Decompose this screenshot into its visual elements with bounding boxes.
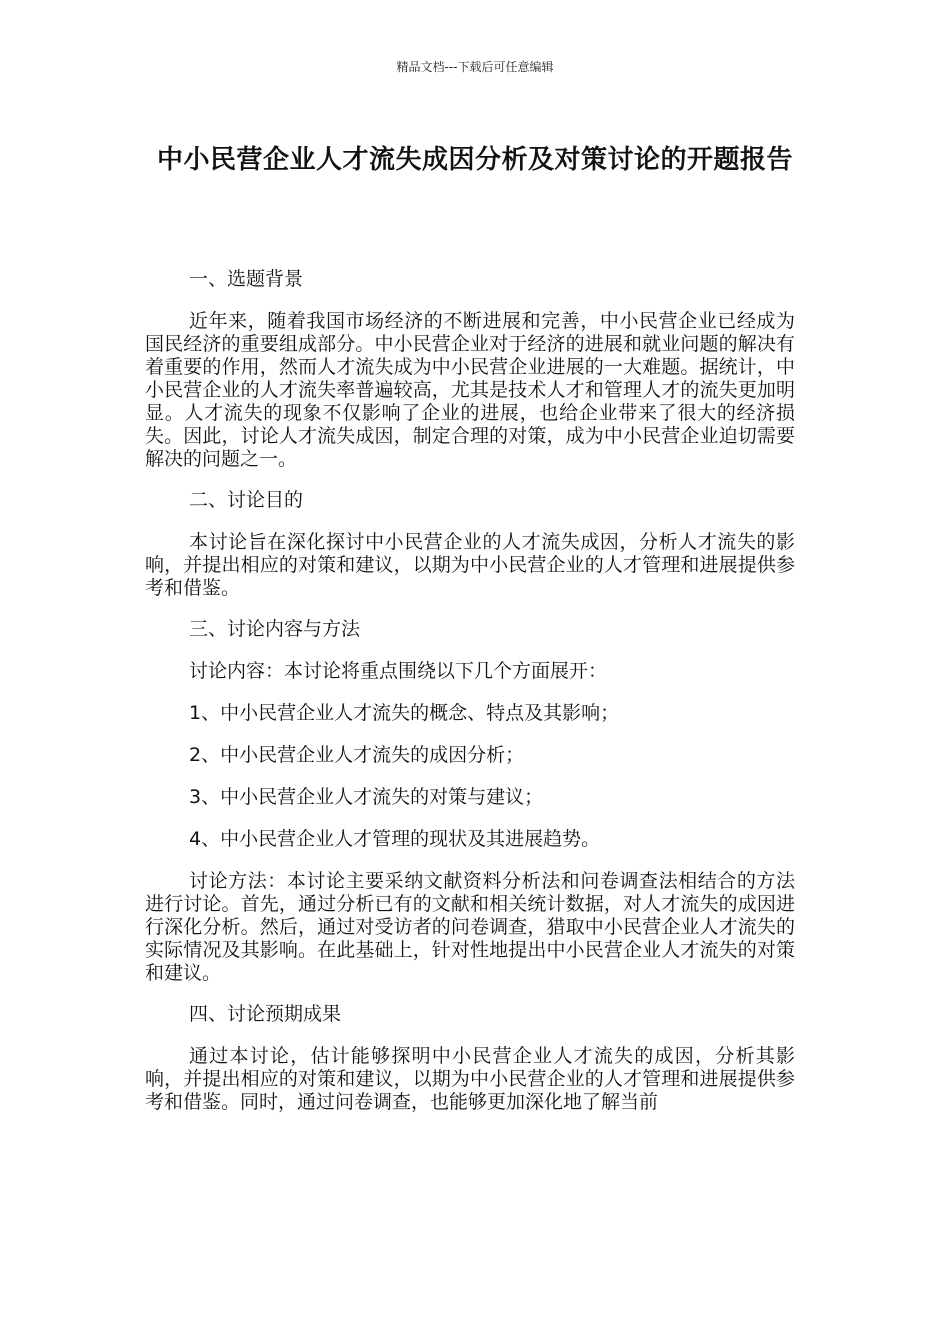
- section-heading-purpose: 二、讨论目的: [189, 489, 304, 511]
- section-heading-content-method: 三、讨论内容与方法: [189, 618, 361, 640]
- section-heading-background: 一、选题背景: [189, 268, 304, 290]
- content-item-3: 3、中小民营企业人才流失的对策与建议；: [189, 786, 544, 808]
- section-heading-outcomes: 四、讨论预期成果: [189, 1003, 342, 1025]
- content-intro: 讨论内容：本讨论将重点围绕以下几个方面展开：: [189, 660, 608, 682]
- content-item-2: 2、中小民营企业人才流失的成因分析；: [189, 744, 525, 766]
- document-body: [145, 268, 795, 1132]
- header-note: 精品文档---下载后可任意编辑: [396, 60, 554, 74]
- paragraph-outcomes: 通过本讨论，估计能够探明中小民营企业人才流失的成因，分析其影响，并提出相应的对策和建议，以期为中小民营企业的人才管理和进展提供参考和借鉴。同时，通过问卷调查，也能够更加深化地了解当前: [145, 1045, 795, 1113]
- document-title: 中小民营企业人才流失成因分析及对策讨论的开题报告: [156, 145, 793, 175]
- paragraph-method: 讨论方法：本讨论主要采纳文献资料分析法和问卷调查法相结合的方法进行讨论。首先，通过分析已有的文献和相关统计数据，对人才流失的成因进行深化分析。然后，通过对受访者的问卷调查，猎取中小民营企业人才流失的实际情况及其影响。在此基础上，针对性地提出中小民营企业人才流失的对策和建议。: [145, 870, 795, 984]
- content-item-4: 4、中小民营企业人才管理的现状及其进展趋势。: [189, 828, 601, 850]
- paragraph-purpose: 本讨论旨在深化探讨中小民营企业的人才流失成因，分析人才流失的影响，并提出相应的对策和建议，以期为中小民营企业的人才管理和进展提供参考和借鉴。: [145, 531, 795, 599]
- paragraph-background: 近年来，随着我国市场经济的不断进展和完善，中小民营企业已经成为国民经济的重要组成部分。中小民营企业对于经济的进展和就业问题的解决有着重要的作用，然而人才流失成为中小民营企业进展的一大难题。据统计，中小民营企业的人才流失率普遍较高，尤其是技术人才和管理人才的流失更加明显。人才流失的现象不仅影响了企业的进展，也给企业带来了很大的经济损失。因此，讨论人才流失成因，制定合理的对策，成为中小民营企业迫切需要解决的问题之一。: [145, 310, 795, 470]
- content-item-1: 1、中小民营企业人才流失的概念、特点及其影响；: [189, 702, 620, 724]
